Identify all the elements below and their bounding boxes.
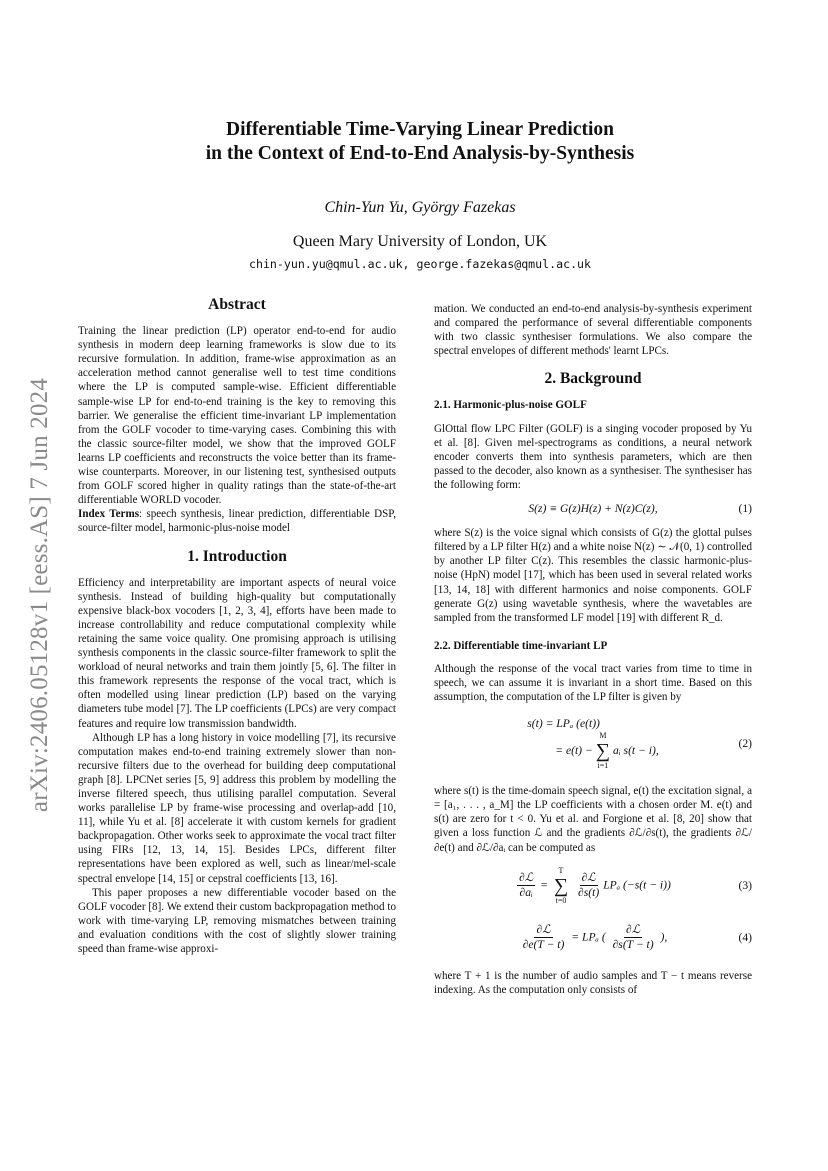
equation-3 bbox=[434, 865, 752, 907]
intro-heading: 1. Introduction bbox=[187, 547, 287, 565]
index-terms bbox=[78, 507, 396, 535]
abstract-heading: Abstract bbox=[208, 296, 266, 313]
equation-4 bbox=[434, 917, 752, 959]
lp-paragraph-3: where T + 1 is the number of audio samples and T − t means reverse indexing. As the computation only consists of bbox=[434, 969, 752, 996]
equation-4-body: $\frac{\text{∂ℒ}}{\partial e(T - t)}$ = LPₐ ( $\frac{\text{∂ℒ}}{\partial s(T - t)}$ ), bbox=[522, 923, 668, 952]
equation-2-line-2b: aᵢ s(t − i), bbox=[613, 744, 659, 758]
equation-3-number: (3) bbox=[738, 878, 752, 892]
background-heading: 2. Background bbox=[544, 370, 642, 388]
equation-2-number: (2) bbox=[738, 737, 752, 751]
golf-paragraph-2: where S(z) is the voice signal which consists of G(z) the glottal pulses filtered by a LP filter H(z) and a white noise N(z) ∼ 𝒩(0, 1) controlled by another LP filter C(z). This resembles the classic harmonic-plus-noise (HpN) model [17], which has been used in several related works [13, 14, 18] with different harmonics and noise components. GOLF generate G(z) using wavetable synthesis, where the wavetables are sampled from the transformed LF model [19] with different R_d. bbox=[434, 527, 752, 624]
affiliation: Queen Mary University of London, UK bbox=[292, 233, 548, 250]
right-column bbox=[434, 302, 752, 997]
intro-paragraph-2: Although LP has a long history in voice modelling [7], its recursive computation makes end-to-end training extremely slower than non-recursive filters due to the overhead for building deep computational graph [8]. LPCNet series [5, 9] address this problem by modelling the inverse filtered speech, thus utilising parallel computation. Several works parallelise LP by frame-wise processing and overlap-add [10, 11], while Yu et al. [8] accelerate it with custom kernels for gradient backpropagation. Other works seek to approximate the vocal tract filter using FIRs [12, 13, 14, 15]. Besides LPCs, different filter representations have been explored as well, such as linear/mel-scale spectral envelope [14, 15] or cepstral coefficients [13, 16]. bbox=[78, 731, 396, 885]
index-terms-text: : speech synthesis, linear prediction, differentiable DSP, source-filter model, harmonic-plus-noise model bbox=[78, 508, 396, 535]
index-terms-label: Index Terms bbox=[78, 508, 140, 521]
equation-3-body: $\frac{\text{∂ℒ}}{\text{∂aᵢ}}$ = T ∑ t=0 $\frac{\text{∂ℒ}}{\partial s(t)}$ LPₐ (−s(t − i)) bbox=[519, 865, 671, 905]
left-column bbox=[78, 298, 396, 956]
equation-2-sum-bottom: i=1 bbox=[597, 761, 609, 771]
arxiv-identifier bbox=[14, 360, 66, 830]
paper-title bbox=[120, 118, 720, 166]
equation-2-sum-top: M bbox=[599, 731, 607, 741]
equation-1-body: S(z) ≡ G(z)H(z) + N(z)C(z), bbox=[528, 502, 658, 516]
equation-4-number: (4) bbox=[738, 930, 752, 944]
intro-paragraph-1: Efficiency and interpretability are important aspects of neural voice synthesis. Instead of building high-quality but computationally expensive black-box vocoders [1, 2, 3, 4], efforts have been made to increase controllability and reduce computational complexity while retaining the same voice quality. One promising approach is utilising synthesis components in the classic source-filter framework to split the workload of neural networks and train them jointly [5, 6]. The filter in this framework represents the response of the vocal tract, which is often modelled using linear prediction (LP) based on the varying diameters tube model [7]. The LP coefficients (LPCs) are very compact features and require low transmission bandwidth. bbox=[78, 576, 396, 730]
lp-paragraph-2: where s(t) is the time-domain speech signal, e(t) the excitation signal, a = [a₁, . . . , a_M] the LP coefficients with a chosen order M. e(t) and s(t) are zero for t < 0. Yu et al. and Forgione et al. [8, 20] show that given a loss function ℒ and the gradients ∂ℒ/∂s(t), the gradients ∂ℒ/∂e(t) and ∂ℒ/∂aᵢ can be computed as bbox=[434, 785, 752, 854]
emails: chin-yun.yu@qmul.ac.uk, george.fazekas@qmul.ac.uk bbox=[248, 257, 592, 271]
title-line-1: Differentiable Time-Varying Linear Prediction bbox=[226, 119, 614, 140]
equation-2-line-1: s(t) = LPₐ (e(t)) bbox=[527, 717, 600, 731]
equation-2 bbox=[434, 714, 752, 774]
equation-2-line-2a: = e(t) − bbox=[555, 744, 593, 758]
arxiv-identifier-text: arXiv:2406.05128v1 [eess.AS] 7 Jun 2024 bbox=[26, 377, 53, 813]
subsection-2-1: 2.1. Harmonic-plus-noise GOLF bbox=[434, 399, 587, 412]
title-line-2: in the Context of End-to-End Analysis-by-Synthesis bbox=[205, 143, 635, 164]
equation-1-number: (1) bbox=[738, 502, 752, 516]
equation-1 bbox=[434, 502, 752, 516]
equation-2-sum bbox=[596, 731, 610, 771]
golf-paragraph-1: GlOttal flow LPC Filter (GOLF) is a singing vocoder proposed by Yu et al. [8]. Given mel-spectrograms as conditions, a neural network encoder converts them into synthesis parameters, which are then passed to the decoder, also known as a synthesiser. The synthesiser has the following form: bbox=[434, 422, 752, 491]
intro-continued: mation. We conducted an end-to-end analysis-by-synthesis experiment and compared the performance of several differentiable components with two classic synthesiser formulations. We also compare the spectral envelopes of different methods' learnt LPCs. bbox=[434, 303, 752, 358]
equation-2-body bbox=[527, 717, 659, 771]
authors: Chin-Yun Yu, György Fazekas bbox=[324, 199, 516, 216]
subsection-2-2: 2.2. Differentiable time-invariant LP bbox=[434, 639, 608, 652]
abstract-text: Training the linear prediction (LP) operator end-to-end for audio synthesis in modern deep learning frameworks is slow due to its recursive formulation. In addition, frame-wise approximation as an acceleration method cannot generalise well to test time conditions where the LP is computed sample-wise. Efficient differentiable sample-wise LP for end-to-end training is the key to removing this barrier. We generalise the efficient time-invariant LP implementation from the GOLF vocoder to time-varying cases. Combining this with the classic source-filter model, we show that the improved GOLF learns LP coefficients and reconstructs the voice better than its frame-wise counterparts. Moreover, in our listening test, synthesised outputs from GOLF scored higher in quality ratings than the state-of-the-art differentiable WORLD vocoder. bbox=[78, 325, 396, 507]
equation-2-line-2 bbox=[527, 731, 659, 771]
sigma-symbol: ∑ bbox=[595, 740, 611, 763]
intro-paragraph-3: This paper proposes a new differentiable vocoder based on the GOLF vocoder [8]. We extend their custom backpropagation method to work with time-varying LP, removing mismatches between training and evaluation conditions with the cost of slightly slower training speed than frame-wise approxi- bbox=[78, 886, 396, 956]
lp-paragraph-1: Although the response of the vocal tract varies from time to time in speech, we can assume it is invariant in a short time. Based on this assumption, the computation of the LP filter is given by bbox=[434, 662, 752, 704]
